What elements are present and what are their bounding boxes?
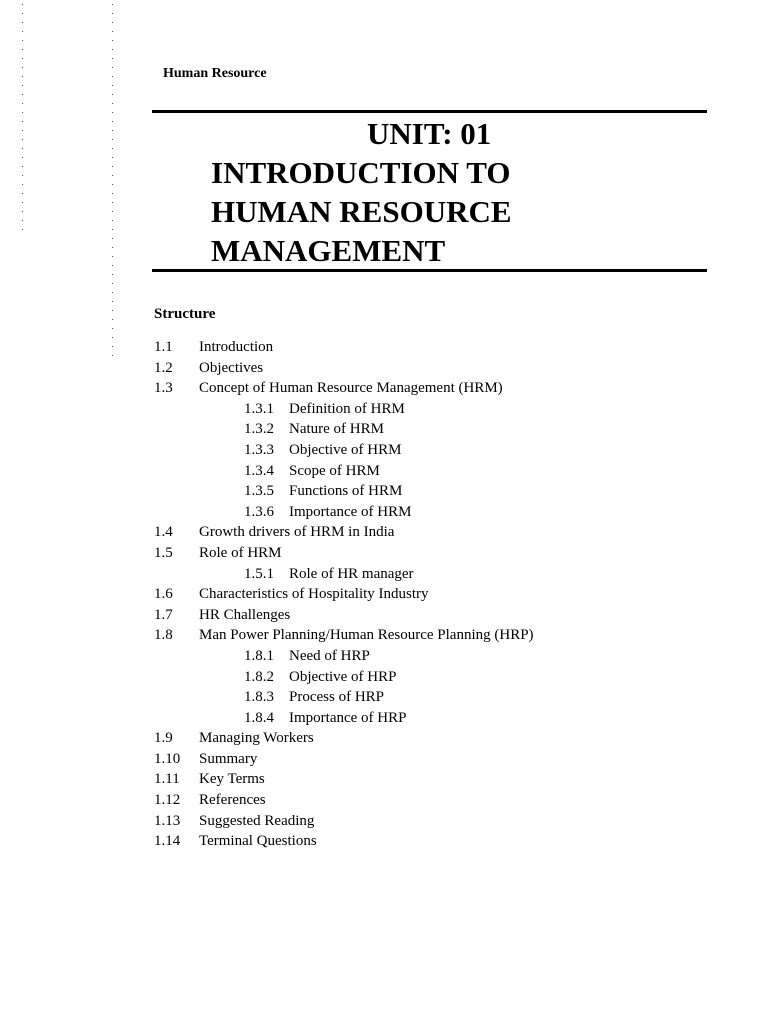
toc-item-number: 1.5.1 xyxy=(244,565,274,582)
toc-item xyxy=(0,625,768,646)
margin-dot xyxy=(22,121,23,122)
margin-dot xyxy=(112,211,113,212)
toc-item-label: Key Terms xyxy=(199,771,265,788)
toc-item-number: 1.5 xyxy=(154,544,173,561)
margin-dot xyxy=(22,103,23,104)
toc-item-label: Objective of HRM xyxy=(289,441,402,458)
toc-item xyxy=(0,605,768,626)
margin-dot xyxy=(22,175,23,176)
margin-dot xyxy=(22,76,23,77)
margin-dot xyxy=(112,40,113,41)
title-rule-bottom xyxy=(152,269,707,272)
toc-item xyxy=(0,790,768,811)
margin-dot xyxy=(112,85,113,86)
toc-item-number: 1.10 xyxy=(154,750,181,767)
toc-item-number: 1.12 xyxy=(154,792,181,809)
toc-item-label: Nature of HRM xyxy=(289,421,384,438)
margin-dot xyxy=(112,274,113,275)
toc-item-label: Need of HRP xyxy=(289,647,370,664)
toc-subitem xyxy=(0,564,768,585)
margin-dot xyxy=(112,202,113,203)
toc-item-label: Suggested Reading xyxy=(199,812,315,829)
toc-item-label: Functions of HRM xyxy=(289,483,403,500)
toc-item-number: 1.14 xyxy=(154,833,181,850)
toc-item-label: Managing Workers xyxy=(199,730,314,747)
toc-item-number: 1.8 xyxy=(154,627,173,644)
toc-item-number: 1.3.3 xyxy=(244,441,274,458)
margin-dot xyxy=(112,31,113,32)
toc-subitem xyxy=(0,419,768,440)
toc-item xyxy=(0,769,768,790)
margin-dot xyxy=(22,49,23,50)
toc-item-label: Introduction xyxy=(199,339,274,355)
margin-dot xyxy=(22,22,23,23)
margin-dot xyxy=(22,193,23,194)
margin-dot xyxy=(22,166,23,167)
toc-item-number: 1.2 xyxy=(154,359,173,376)
toc-item-number: 1.6 xyxy=(154,586,173,603)
margin-dot xyxy=(22,184,23,185)
margin-dot xyxy=(112,310,113,311)
toc-item xyxy=(0,358,768,379)
toc-item-label: Importance of HRM xyxy=(289,503,412,520)
margin-dot xyxy=(112,175,113,176)
toc-item-label: Role of HRM xyxy=(199,544,282,561)
margin-dot xyxy=(22,40,23,41)
margin-dot xyxy=(112,130,113,131)
toc-subitem xyxy=(0,502,768,523)
margin-dot xyxy=(112,301,113,302)
margin-dot xyxy=(112,292,113,293)
margin-dot xyxy=(22,211,23,212)
margin-dot xyxy=(112,112,113,113)
margin-dot xyxy=(112,13,113,14)
toc-item xyxy=(0,337,768,358)
margin-dot xyxy=(22,94,23,95)
toc-item-label: Terminal Questions xyxy=(199,833,317,850)
toc-item-number: 1.3.6 xyxy=(244,503,274,520)
margin-dot xyxy=(112,76,113,77)
margin-dot xyxy=(112,157,113,158)
toc-item-number: 1.3.1 xyxy=(244,400,274,417)
margin-dot xyxy=(112,220,113,221)
margin-dot xyxy=(112,265,113,266)
margin-dot xyxy=(112,238,113,239)
toc-subitem xyxy=(0,708,768,729)
toc-item xyxy=(0,728,768,749)
toc-item-number: 1.13 xyxy=(154,812,181,829)
margin-dot xyxy=(112,103,113,104)
toc-subitem xyxy=(0,481,768,502)
toc-item-number: 1.11 xyxy=(154,771,180,788)
margin-dot xyxy=(112,67,113,68)
margin-dot xyxy=(22,148,23,149)
toc-item xyxy=(0,584,768,605)
margin-dot xyxy=(112,193,113,194)
margin-dot xyxy=(112,58,113,59)
toc-item-number: 1.3.4 xyxy=(244,462,274,479)
toc-subitem xyxy=(0,687,768,708)
unit-title-line: INTRODUCTION TO xyxy=(211,155,511,190)
toc-subitem xyxy=(0,646,768,667)
unit-title-line: HUMAN RESOURCE xyxy=(211,194,512,229)
running-header: Human Resource xyxy=(163,66,267,81)
toc-item-number: 1.8.3 xyxy=(244,689,274,706)
margin-dot xyxy=(22,157,23,158)
toc-subitem xyxy=(0,399,768,420)
toc-item-number: 1.3 xyxy=(154,380,173,397)
margin-dot xyxy=(22,67,23,68)
toc-item-number: 1.4 xyxy=(154,524,173,541)
margin-dot xyxy=(112,139,113,140)
margin-dot xyxy=(112,247,113,248)
toc-item-label: References xyxy=(199,792,266,809)
title-rule-top xyxy=(152,110,707,113)
margin-dot xyxy=(112,121,113,122)
toc-item-number: 1.8.4 xyxy=(244,709,274,726)
margin-dot xyxy=(22,31,23,32)
toc-item-label: Objective of HRP xyxy=(289,668,397,685)
margin-dot xyxy=(112,148,113,149)
toc-item-number: 1.8.1 xyxy=(244,647,274,664)
margin-dot xyxy=(112,184,113,185)
margin-dot xyxy=(22,139,23,140)
margin-dot xyxy=(112,4,113,5)
toc-item-label: Importance of HRP xyxy=(289,709,407,726)
toc-item xyxy=(0,543,768,564)
toc-item-label: HR Challenges xyxy=(199,606,291,623)
toc-item-label: Growth drivers of HRM in India xyxy=(199,524,395,541)
toc-item-number: 1.7 xyxy=(154,606,173,623)
toc-item-number: 1.3.2 xyxy=(244,421,274,438)
toc-item-number: 1.1 xyxy=(154,339,173,355)
toc-item-number: 1.3.5 xyxy=(244,483,274,500)
toc-item-label: Process of HRP xyxy=(289,689,385,706)
toc-item-label: Objectives xyxy=(199,359,264,376)
toc-item-label: Man Power Planning/Human Resource Planning (HRP) xyxy=(199,627,534,644)
toc-item-label: Summary xyxy=(199,750,258,767)
margin-dot xyxy=(112,22,113,23)
structure-list xyxy=(0,337,768,852)
toc-item-label: Scope of HRM xyxy=(289,462,380,479)
structure-heading: Structure xyxy=(154,306,216,322)
toc-item-number: 1.9 xyxy=(154,730,173,747)
unit-title xyxy=(211,153,691,270)
margin-dot xyxy=(112,319,113,320)
margin-dot xyxy=(22,202,23,203)
margin-dot xyxy=(112,49,113,50)
toc-subitem xyxy=(0,461,768,482)
margin-dot xyxy=(112,328,113,329)
margin-dot xyxy=(22,229,23,230)
toc-item xyxy=(0,522,768,543)
margin-dot xyxy=(112,229,113,230)
margin-dot xyxy=(22,85,23,86)
toc-item xyxy=(0,811,768,832)
margin-dot xyxy=(22,220,23,221)
toc-item-label: Concept of Human Resource Management (HRM) xyxy=(199,380,503,397)
toc-item-label: Definition of HRM xyxy=(289,400,405,417)
toc-subitem xyxy=(0,440,768,461)
margin-dot xyxy=(22,4,23,5)
margin-dot xyxy=(22,130,23,131)
margin-dot xyxy=(22,58,23,59)
toc-item-label: Role of HR manager xyxy=(289,565,414,582)
unit-number: UNIT: 01 xyxy=(367,116,492,151)
margin-dot xyxy=(112,256,113,257)
margin-dot xyxy=(112,94,113,95)
toc-item-number: 1.8.2 xyxy=(244,668,274,685)
margin-dot xyxy=(112,283,113,284)
toc-item-label: Characteristics of Hospitality Industry xyxy=(199,586,429,603)
unit-title-line: MANAGEMENT xyxy=(211,233,446,268)
margin-dot xyxy=(22,112,23,113)
toc-item xyxy=(0,831,768,852)
margin-dot xyxy=(22,13,23,14)
margin-dot xyxy=(112,166,113,167)
toc-item xyxy=(0,749,768,770)
toc-item xyxy=(0,378,768,399)
toc-subitem xyxy=(0,667,768,688)
